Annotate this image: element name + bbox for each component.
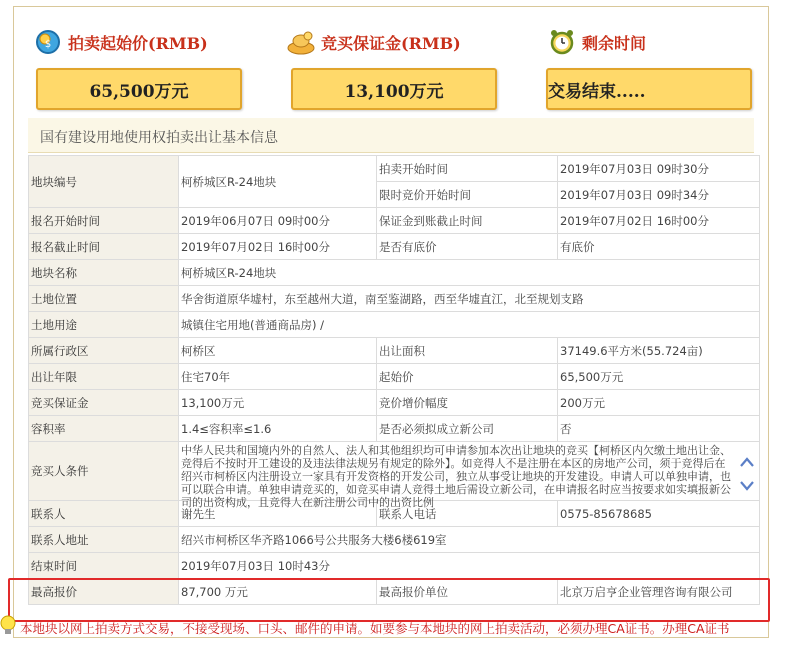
term-value: 住宅70年 <box>179 364 377 390</box>
name-key: 地块名称 <box>29 260 179 286</box>
address-value: 绍兴市柯桥区华齐路1066号公共服务大楼6楼619室 <box>179 527 760 553</box>
table-row <box>29 390 760 416</box>
table-row <box>29 156 760 182</box>
increment-value: 200万元 <box>558 390 760 416</box>
table-row <box>29 260 760 286</box>
table-row <box>29 442 760 501</box>
reserve-value: 有底价 <box>558 234 760 260</box>
reg-end-value: 2019年07月02日 16时00分 <box>179 234 377 260</box>
end-time-value: 2019年07月03日 10时43分 <box>179 553 760 579</box>
bid-start-key: 限时竞价开始时间 <box>377 182 558 208</box>
top-bid-value: 87,700 万元 <box>179 579 377 605</box>
deposit-label: 竞买保证金(RMB) <box>321 33 461 53</box>
newco-key: 是否必须拟成立新公司 <box>377 416 558 442</box>
table-row <box>29 553 760 579</box>
cond-cell <box>179 442 760 509</box>
reg-end-key: 报名截止时间 <box>29 234 179 260</box>
name-value: 柯桥城区R-24地块 <box>179 260 760 286</box>
table-row <box>29 416 760 442</box>
start-price-header <box>34 28 208 56</box>
table-row <box>29 286 760 312</box>
area-value: 37149.6平方米(55.724亩) <box>558 338 760 364</box>
start-price-label: 拍卖起始价(RMB) <box>68 33 208 53</box>
deposit-key: 竞买保证金 <box>29 390 179 416</box>
deposit-deadline-value: 2019年07月02日 16时00分 <box>558 208 760 234</box>
start-price-key: 起始价 <box>377 364 558 390</box>
start-price-cell: 65,500万元 <box>558 364 760 390</box>
contact-value: 谢先生 <box>179 501 377 527</box>
table-row <box>29 312 760 338</box>
conditions-scrollbar[interactable] <box>739 456 755 492</box>
phone-value: 0575-85678685 <box>558 501 760 527</box>
alarm-clock-icon <box>548 28 576 56</box>
contact-key: 联系人 <box>29 501 179 527</box>
auction-start-value: 2019年07月03日 09时30分 <box>558 156 760 182</box>
deposit-header <box>287 28 461 56</box>
top-bidder-value: 北京万启亨企业管理咨询有限公司 <box>558 579 760 605</box>
highlight-box <box>8 578 770 622</box>
top-bidder-key: 最高报价单位 <box>377 579 558 605</box>
far-value: 1.4≤容积率≤1.6 <box>179 416 377 442</box>
svg-text:$: $ <box>44 39 52 50</box>
remaining-header <box>548 28 646 56</box>
end-time-key: 结束时间 <box>29 553 179 579</box>
use-key: 土地用途 <box>29 312 179 338</box>
top-bid-key: 最高报价 <box>29 579 179 605</box>
district-value: 柯桥区 <box>179 338 377 364</box>
coin-icon <box>34 28 62 56</box>
phone-key: 联系人电话 <box>377 501 558 527</box>
scroll-up-icon[interactable] <box>739 456 755 468</box>
use-value: 城镇住宅用地(普通商品房) / <box>179 312 760 338</box>
auction-start-key: 拍卖开始时间 <box>377 156 558 182</box>
table-row <box>29 527 760 553</box>
parcel-no-key: 地块编号 <box>29 156 179 208</box>
location-key: 土地位置 <box>29 286 179 312</box>
bid-start-value: 2019年07月03日 09时34分 <box>558 182 760 208</box>
gold-ingot-icon <box>287 28 315 56</box>
deposit-deadline-key: 保证金到账截止时间 <box>377 208 558 234</box>
section-title: 国有建设用地使用权拍卖出让基本信息 <box>40 130 278 146</box>
parcel-no-value: 柯桥城区R-24地块 <box>179 156 377 208</box>
address-key: 联系人地址 <box>29 527 179 553</box>
info-table <box>28 155 760 605</box>
remaining-value: 交易结束..... <box>546 68 752 110</box>
scroll-down-icon[interactable] <box>739 480 755 492</box>
table-row <box>29 338 760 364</box>
term-key: 出让年限 <box>29 364 179 390</box>
start-price-value: 65,500万元 <box>36 68 242 110</box>
table-row <box>29 234 760 260</box>
cond-key: 竞买人条件 <box>29 442 179 501</box>
newco-value: 否 <box>558 416 760 442</box>
deposit-cell: 13,100万元 <box>179 390 377 416</box>
table-row <box>29 364 760 390</box>
location-value: 华舍街道原华墟村，东至越州大道，南至鉴湖路，西至华墟直江，北至规划支路 <box>179 286 760 312</box>
remaining-label: 剩余时间 <box>582 33 647 53</box>
increment-key: 竞价增价幅度 <box>377 390 558 416</box>
notice-text: 本地块以网上拍卖方式交易，不接受现场、口头、邮件的申请。如要参与本地块的网上拍卖活动，必须办理CA证书。办理CA证书 <box>20 621 730 636</box>
reg-start-value: 2019年06月07日 09时00分 <box>179 208 377 234</box>
lightbulb-icon <box>0 614 16 639</box>
reg-start-key: 报名开始时间 <box>29 208 179 234</box>
reserve-key: 是否有底价 <box>377 234 558 260</box>
far-key: 容积率 <box>29 416 179 442</box>
section-title-bar <box>28 118 754 153</box>
deposit-value: 13,100万元 <box>291 68 497 110</box>
bidder-conditions-text: 中华人民共和国境内外的自然人、法人和其他组织均可申请参加本次出让地块的竞买【柯桥区内欠缴土地出让金、竞得后不按时开工建设的及违法律法规另有规定的除外】。如竞得人不是注册在本区的房地产公司，须于竞得后在绍兴市柯桥区内注册设立一家具有开发资格的开发公司，独立从事受让地块的开发建设。申请人可以单独申请，也可以联合申请。单独申请竞买的，如竞买申请人竞得土地后需设立新公司，在申请报名时应当按要求如实填报新公司的出资构成，且竞得人在新注册公司中的出资比例 <box>181 444 731 509</box>
table-row <box>29 208 760 234</box>
area-key: 出让面积 <box>377 338 558 364</box>
district-key: 所属行政区 <box>29 338 179 364</box>
